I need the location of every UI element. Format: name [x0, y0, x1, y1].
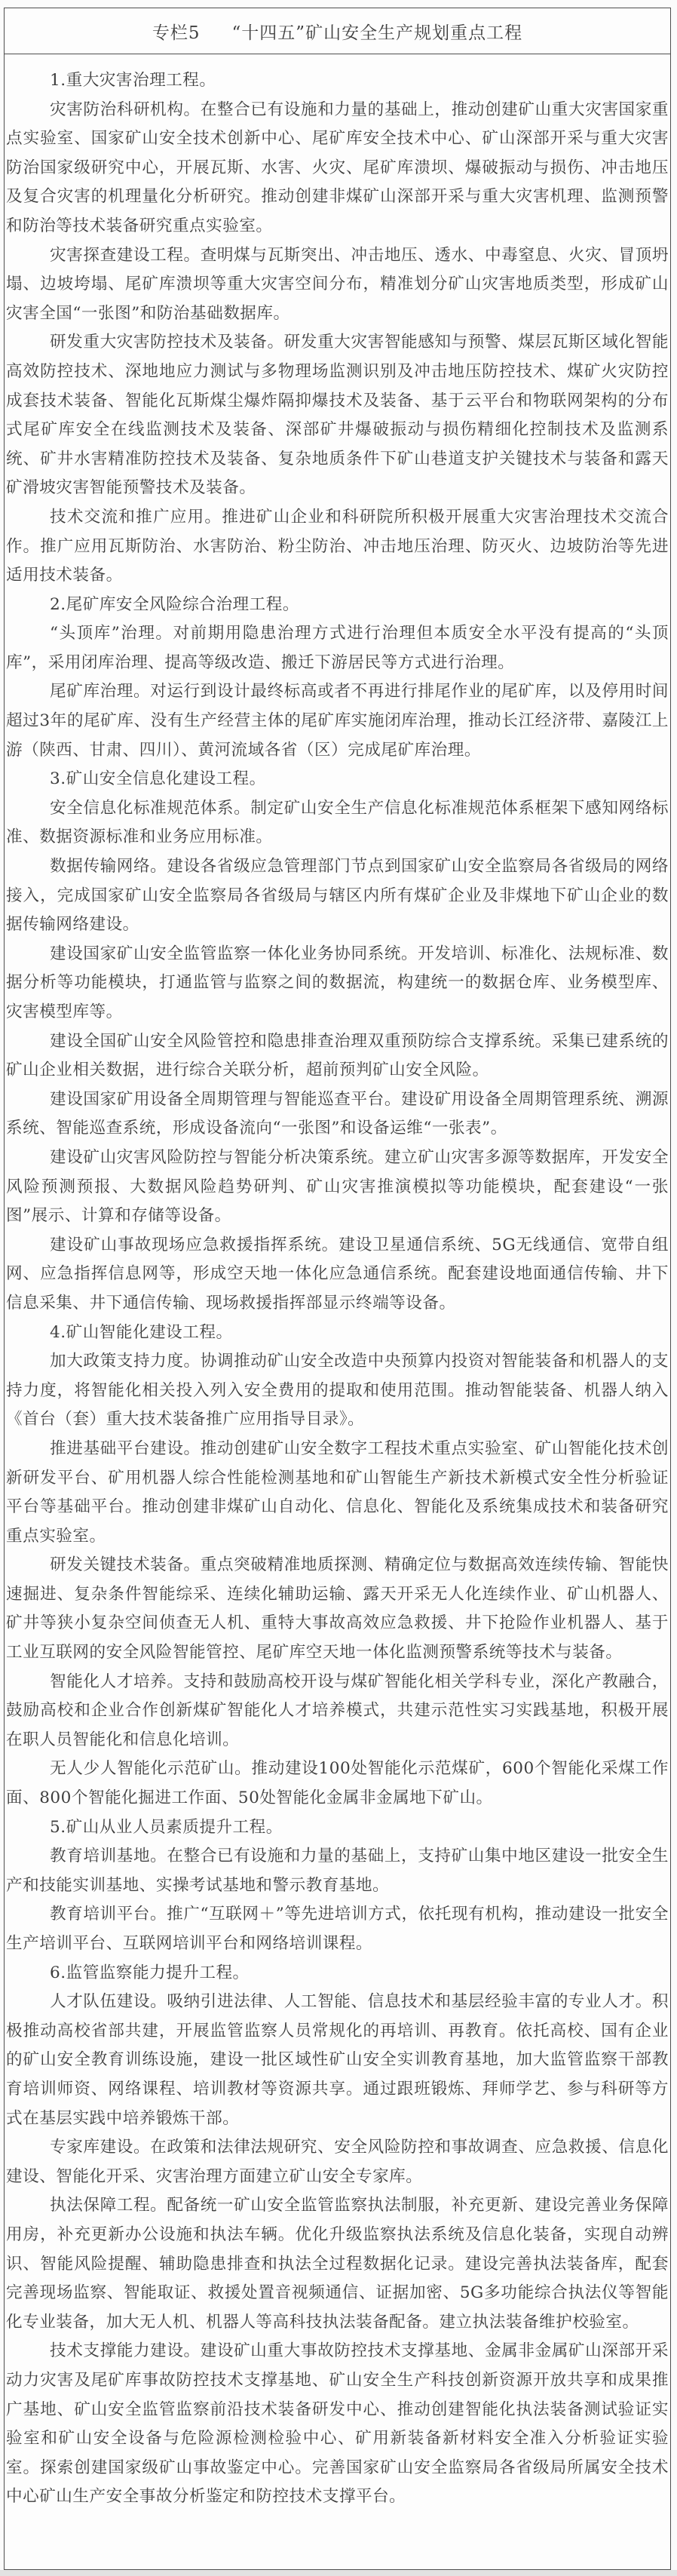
section-heading: 5.矿山从业人员素质提升工程。 — [50, 1817, 283, 1837]
paragraph: 推进基础平台建设。推动创建矿山安全数字工程技术重点实验室、矿山智能化技术创新研发平台、矿用机器人综合性能检测基地和矿山智能生产新技术新模式安全性分析验证平台等基础平台。推动创建非煤矿山自动化、信息化、智能化及系统集成技术和装备研究重点实验室。 — [6, 1438, 669, 1546]
column-box — [4, 8, 671, 2570]
paragraph: 灾害防治科研机构。在整合已有设施和力量的基础上，推动创建矿山重大灾害国家重点实验室、国家矿山安全技术创新中心、尾矿库安全技术中心、矿山深部开采与重大灾害防治国家级研究中心，开展瓦斯、水害、火灾、尾矿库溃坝、爆破振动与损伤、冲击地压及复合灾害的机理量化分析研究。推动创建非煤矿山深部开采与重大灾害机理、监测预警和防治等技术装备研究重点实验室。 — [6, 100, 669, 235]
paragraph: 建设矿山事故现场应急救援指挥系统。建设卫星通信系统、5G无线通信、宽带自组网、应急指挥信息网等，形成空天地一体化应急通信系统。配套建设地面通信传输、井下信息采集、井下通信传输、现场救援指挥部显示终端等设备。 — [6, 1235, 669, 1313]
section-heading: 1.重大灾害治理工程。 — [50, 71, 216, 90]
paragraph: 尾矿库治理。对运行到设计最终标高或者不再进行排尾作业的尾矿库，以及停用时间超过3年的尾矿库、没有生产经营主体的尾矿库实施闭库治理，推动长江经济带、嘉陵江上游（陕西、甘肃、四川）、黄河流域各省（区）完成尾矿库治理。 — [6, 682, 669, 760]
paragraph: 专家库建设。在政策和法律法规研究、安全风险防控和事故调查、应急救援、信息化建设、智能化开采、灾害治理方面建立矿山安全专家库。 — [6, 2138, 669, 2186]
page-bottom-strip — [0, 2570, 677, 2576]
paragraph: 数据传输网络。建设各省级应急管理部门节点到国家矿山安全监察局各省级局的网络接入，完成国家矿山安全监察局各省级局与辖区内所有煤矿企业及非煤地下矿山企业的数据传输网络建设。 — [6, 857, 669, 935]
paragraph: 建设矿山灾害风险防控与智能分析决策系统。建立矿山灾害多源等数据库，开发安全风险预测预报、大数据风险趋势研判、矿山灾害推演模拟等功能模块，配套建设“一张图”展示、计算和存储等设备。 — [6, 1147, 669, 1226]
paragraph: 无人少人智能化示范矿山。推动建设100处智能化示范煤矿，600个智能化采煤工作面、800个智能化掘进工作面、50处智能化金属非金属地下矿山。 — [6, 1759, 669, 1808]
paragraph: 执法保障工程。配备统一矿山安全监管监察执法制服，补充更新、建设完善业务保障用房，补充更新办公设施和执法车辆。优化升级监察执法系统及信息化装备，实现自动辨识、智能风险提醒、辅助隐患排查和执法全过程数据化记录。建设完善执法装备库，配套完善现场监察、智能取证、救援处置音视频通信、证据加密、5G多功能综合执法仪等智能化专业装备，加大无人机、机器人等高科技执法装备配备。建立执法装备维护校验室。 — [6, 2196, 669, 2332]
column-title-row — [5, 8, 670, 54]
paragraph: 研发关键技术装备。重点突破精准地质探测、精确定位与数据高效连续传输、智能快速掘进、复杂条件智能综采、连续化辅助运输、露天开采无人化连续作业、矿山机器人、矿井等狭小复杂空间侦查无人机、重特大事故高效应急救援、井下抢险作业机器人、基于工业互联网的安全风险智能管控、尾矿库空天地一体化监测预警系统等技术与装备。 — [6, 1555, 669, 1663]
paragraph: 教育培训基地。在整合已有设施和力量的基础上，支持矿山集中地区建设一批安全生产和技能实训基地、实操考试基地和警示教育基地。 — [6, 1847, 669, 1895]
paragraph: 灾害探查建设工程。查明煤与瓦斯突出、冲击地压、透水、中毒窒息、火灾、冒顶坍塌、边坡垮塌、尾矿库溃坝等重大灾害空间分布，精准划分矿山灾害地质类型，形成矿山灾害全国“一张图”和防治基础数据库。 — [6, 245, 669, 323]
paragraph: 建设国家矿山安全监管监察一体化业务协同系统。开发培训、标准化、法规标准、数据分析等功能模块，打通监管与监察之间的数据流，构建统一的数据仓库、业务模型库、灾害模型库等。 — [6, 944, 669, 1021]
paragraph: “头顶库”治理。对前期用隐患治理方式进行治理但本质安全水平没有提高的“头顶库”，采用闭库治理、提高等级改造、搬迁下游居民等方式进行治理。 — [6, 624, 669, 672]
paragraph: 加大政策支持力度。协调推动矿山安全改造中央预算内投资对智能装备和机器人的支持力度，将智能化相关投入列入安全费用的提取和使用范围。推动智能装备、机器人纳入《首台（套）重大技术装备推广应用指导目录》。 — [6, 1352, 669, 1429]
section-heading: 4.矿山智能化建设工程。 — [50, 1322, 233, 1342]
column-label: 专栏5 — [152, 23, 201, 43]
paragraph: 建设全国矿山安全风险管控和隐患排查治理双重预防综合支撑系统。采集已建系统的矿山企业相关数据，进行综合关联分析，超前预判矿山安全风险。 — [6, 1031, 669, 1080]
paragraph: 建设国家矿用设备全周期管理与智能巡查平台。建设矿用设备全周期管理系统、溯源系统、智能巡查系统，形成设备流向“一张图”和设备运维“一张表”。 — [6, 1089, 669, 1138]
paragraph: 技术支撑能力建设。建设矿山重大事故防控技术支撑基地、金属非金属矿山深部开采动力灾害及尾矿库事故防控技术支撑基地、矿山安全生产科技创新资源开放共享和成果推广基地、矿山安全监管监察前沿技术装备研发中心、推动创建智能化执法装备测试验证实验室和矿山安全设备与危险源检测检验中心、矿用新装备新材料安全准入分析验证实验室。探索创建国家级矿山事故鉴定中心。完善国家矿山安全监察局各省级局所属安全技术中心矿山生产安全事故分析鉴定和防控技术支撑平台。 — [6, 2341, 669, 2507]
section-heading: 6.监管监察能力提升工程。 — [50, 1963, 250, 1982]
paragraph: 安全信息化标准规范体系。制定矿山安全生产信息化标准规范体系框架下感知网络标准、数据资源标准和业务应用标准。 — [6, 798, 669, 847]
section-heading: 2.尾矿库安全风险综合治理工程。 — [50, 594, 299, 614]
paragraph: 技术交流和推广应用。推进矿山企业和科研院所积极开展重大灾害治理技术交流合作。推广应用瓦斯防治、水害防治、粉尘防治、冲击地压治理、防灭火、边坡防治等先进适用技术装备。 — [6, 507, 669, 585]
section-heading: 3.矿山安全信息化建设工程。 — [50, 769, 266, 789]
paragraph: 研发重大灾害防控技术及装备。研发重大灾害智能感知与预警、煤层瓦斯区域化智能高效防控技术、深地地应力测试与多物理场监测识别及冲击地压防控技术、煤矿火灾防控成套技术装备、智能化瓦斯煤尘爆炸隔抑爆技术及装备、基于云平台和物联网架构的分布式尾矿库安全在线监测技术及装备、深部矿井爆破振动与损伤精细化控制技术及监测系统、矿井水害精准防控技术及装备、复杂地质条件下矿山巷道支护关键技术与装备和露天矿滑坡灾害智能预警技术及装备。 — [6, 333, 669, 498]
page-title: “十四五”矿山安全生产规划重点工程 — [231, 23, 523, 43]
paragraph: 教育培训平台。推广“互联网＋”等先进培训方式，依托现有机构，推动建设一批安全生产培训平台、互联网培训平台和网络培训课程。 — [6, 1905, 669, 1953]
paragraph: 智能化人才培养。支持和鼓励高校开设与煤矿智能化相关学科专业，深化产教融合，鼓励高校和企业合作创新煤矿智能化人才培养模式，共建示范性实习实践基地，积极开展在职人员智能化和信息化培训。 — [6, 1672, 669, 1749]
document-body — [5, 54, 670, 2519]
paragraph: 人才队伍建设。吸纳引进法律、人工智能、信息技术和基层经验丰富的专业人才。积极推动高校省部共建，开展监管监察人员常规化的再培训、再教育。依托高校、国有企业的矿山安全教育训练设施，建设一批区域性矿山安全实训教育基地，加大监管监察干部教育培训师资、网络课程、培训教材等资源共享。通过跟班锻炼、拜师学艺、参与科研等方式在基层实践中培养锻炼干部。 — [6, 1992, 669, 2128]
